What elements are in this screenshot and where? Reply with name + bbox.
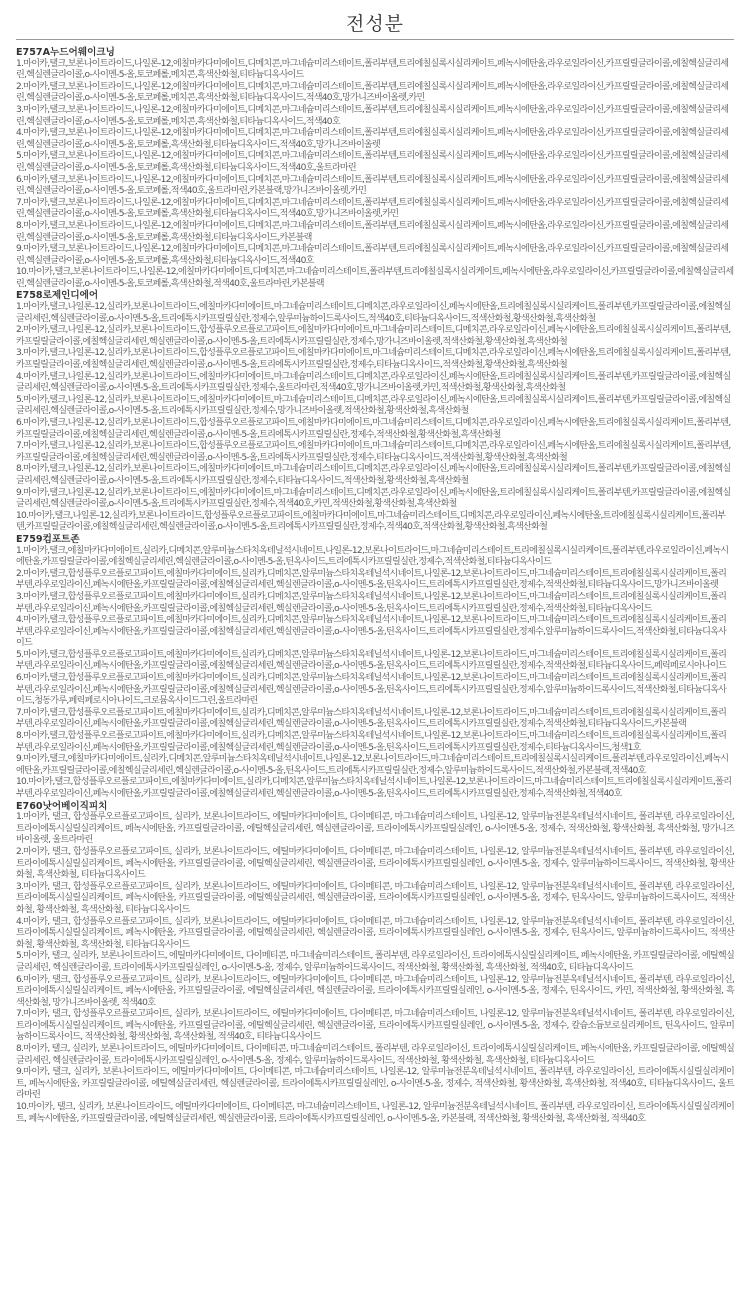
ingredient-list-item: 1.마이카, 탤크, 합성플루오르플로고파이트, 실리카, 보론나이트라이드, 에틸마카다미에이트, 다이메티콘, 마그네슘미리스테이트, 나일론-12, 알루미늄전분옥테닐석시네이트, 폴리부텐, 라우로일라이신, 트라이에톡시실릴실리케이트, 페녹시에탄올, 카프릴릴글라이콜, 에틸헥실글리세린, 헥실렌글라이콜, 트라이에톡시카프릴릴실레인, o-사이멘-5-올, 정제수, 적색산화철, 황색산화철, 흑색산화철, 망가니즈바이올렛, 울트라마린 (16, 812, 734, 846)
title-divider (16, 39, 734, 40)
ingredient-list-item: 3.마이카,탤크,보론나이트라이드,나일론-12,에칠마카다미에이트,디메치콘,마그네슘미리스테이트,폴리부텐,트리에칠실록시실리케이트,페녹시에탄올,라우로일라이신,카프릴릴글라이콜,에칠헥실글리세린,헥실렌글라이콜,o-사이멘-5-올,토코페롤,메치콘,흑색산화철,티타늄디옥사이드,적색40호 (16, 104, 729, 127)
ingredient-list-item: 3.마이카, 탤크, 합성플루오르플로고파이트, 실리카, 보론나이트라이드, 에틸마카다미에이트, 다이메티콘, 마그네슘미리스테이트, 나일론-12, 알루미늄전분옥테닐석시네이트, 폴리부텐, 라우로일라이신, 트라이에톡시실릴실리케이트, 페녹시에탄올, 카프릴릴글라이콜, 에틸헥실글리세린, 헥실렌글라이콜, 트라이에톡시카프릴릴실레인, o-사이멘-5-올, 정제수, 틴옥사이드, 알루미늄하이드록사이드, 적색산화철, 황색산화철, 흑색산화철, 티타늄디옥사이드 (16, 881, 734, 915)
ingredient-list-item: 5.마이카,탤크,합성플루오르플로고파이트,에칠마카다미에이트,실리카,디메치콘,알루미늄스타치옥테닐석시네이트,나일론-12,보론나이트라이드,마그네슘미리스테이트,트리에칠실록시실리케이트,폴리부텐,라우로일라이신,페녹시에탄올,카프릴릴글라이콜,에칠헥실글리세린,헥실렌글라이콜,o-사이멘-5-올,틴옥사이드,트리에톡시카프릴릴실란,정제수,적색산화철,티타늄디옥사이드,페릭페로시아나이드 (16, 649, 727, 672)
ingredient-list-item: 4.마이카,탤크,보론나이트라이드,나일론-12,에칠마카다미에이트,디메치콘,마그네슘미리스테이트,폴리부텐,트리에칠실록시실리케이트,페녹시에탄올,라우로일라이신,카프릴릴글라이콜,에칠헥실글리세린,헥실렌글라이콜,o-사이멘-5-올,토코페롤,흑색산화철,티타늄디옥사이드,적색40호,망가니즈바이올렛 (16, 128, 729, 150)
product-section-e759 (16, 534, 734, 801)
ingredient-list-item: 7.마이카,탤크,나일론-12,실리카,보론나이트라이드,합성플루오르플로고파이트,에칠마카다미에이트,마그네슘미리스테이트,디메치콘,라우로일라이신,페녹시에탄올,트리에칠실록시실리케이트,폴리부텐,카프릴릴글라이콜,에칠헥실글리세린,헥실렌글라이콜,o-사이멘-5-올,트리에톡시카프릴릴실란,정제수,티타늄디옥사이드,적색산화철,황색산화철,흑색산화철 (16, 441, 731, 463)
ingredient-list-item: 9.마이카, 탤크, 실리카, 보론나이트라이드, 에틸마카다미에이트, 다이메티콘, 마그네슘미리스테이트, 나일론-12, 알루미늄전분옥테닐석시네이트, 폴리부텐, 라우로일라이신, 트라이에톡시실릴실리케이트, 페녹시에탄올, 카프릴릴글라이콜, 에틸헥실글리세린, 헥실렌글라이콜, 트라이에톡시카프릴릴실레인, o-사이멘-5-올, 정제수, 적색산화철, 황색산화철, 흑색산화철, 적색40호, 티타늄디옥사이드, 울트라마린 (16, 1067, 734, 1101)
section-title: E759컴포트존 (16, 533, 80, 545)
product-section-e758 (16, 290, 734, 533)
ingredient-list-item: 10.마이카,탤크,나일론-12,실리카,보론나이트라이드,합성플루오르플로고파이트,에칠마카다미에이트,마그네슘미리스테이트,디메치콘,라우로일라이신,페녹시에탄올,트리에칠실록시실리케이트,폴리부텐,카프릴릴글라이콜,에칠헥실글리세린,헥실렌글라이콜,o-사이멘-5-올,트리에톡시카프릴릴실란,정제수,적색40호,적색산화철,황색산화철,흑색산화철 (16, 510, 726, 533)
ingredient-list-item: 5.마이카,탤크,보론나이트라이드,나일론-12,에칠마카다미에이트,디메치콘,마그네슘미리스테이트,폴리부텐,트리에칠실록시실리케이트,페녹시에탄올,라우로일라이신,카프릴릴글라이콜,에칠헥실글리세린,헥실렌글라이콜,o-사이멘-5-올,토코페롤,흑색산화철,티타늄디옥사이드,적색40호,울트라마린 (16, 151, 729, 173)
ingredient-list-item: 6.마이카,탤크,합성플루오르플로고파이트,에칠마카다미에이트,실리카,디메치콘,알루미늄스타치옥테닐석시네이트,나일론-12,보론나이트라이드,마그네슘미리스테이트,트리에칠실록시실리케이트,폴리부텐,라우로일라이신,페녹시에탄올,카프릴릴글라이콜,에칠헥실글리세린,헥실렌글라이콜,o-사이멘-5-올,틴옥사이드,트리에톡시카프릴릴실란,정제수,알루미늄하이드록사이드,적색산화철,티타늄디옥사이드,청동가루,페릭페로시아나이드,크로뮴옥사이드그린,울트라마린 (16, 673, 727, 707)
ingredient-list-item: 10.마이카, 탤크, 실리카, 보론나이트라이드, 에틸마카다미에이트, 다이메티콘, 마그네슘미리스테이트, 나일론-12, 알루미늄전분옥테닐석시네이트, 폴리부텐, 라우로일라이신, 트라이에톡시실릴실리케이트, 페녹시에탄올, 카프릴릴글라이콜, 에틸헥실글리세린, 헥실렌글라이콜, 트라이에톡시카프릴릴실레인, o-사이멘-5-올, 카본블랙, 적색산화철, 황색산화철, 흑색산화철, 적색40호 (16, 1102, 734, 1124)
section-title: E757A누드어웨이크닝 (16, 47, 115, 58)
ingredient-list-item: 4.마이카, 탤크, 합성플루오르플로고파이트, 실리카, 보론나이트라이드, 에틸마카다미에이트, 다이메티콘, 마그네슘미리스테이트, 나일론-12, 알루미늄전분옥테닐석시네이트, 폴리부텐, 라우로일라이신, 트라이에톡시실릴실리케이트, 페녹시에탄올, 카프릴릴글라이콜, 에틸헥실글리세린, 헥실렌글라이콜, 트라이에톡시카프릴릴실레인, o-사이멘-5-올, 정제수, 틴옥사이드, 알루미늄하이드록사이드, 적색산화철, 황색산화철, 흑색산화철, 티타늄디옥사이드 (16, 916, 734, 950)
ingredient-list-item: 8.마이카, 탤크, 실리카, 보론나이트라이드, 에틸마카다미에이트, 다이메티콘, 마그네슘미리스테이트, 폴리부텐, 라우로일라이신, 트라이에톡시실릴실리케이트, 페녹시에탄올, 카프릴릴글라이콜, 에틸헥실글리세린, 헥실렌글라이콜, 트라이에톡시카프릴릴실레인, o-사이멘-5-올, 정제수, 알루미늄하이드록사이드, 적색산화철, 황색산화철, 흑색산화철, 티타늄디옥사이드 (16, 1044, 734, 1066)
ingredient-list-item: 6.마이카, 탤크, 합성플루오르플로고파이트, 실리카, 보론나이트라이드, 에틸마카다미에이트, 다이메티콘, 마그네슘미리스테이트, 나일론-12, 알루미늄전분옥테닐석시네이트, 폴리부텐, 라우로일라이신, 트라이에톡시실릴실리케이트, 페녹시에탄올, 카프릴릴글라이콜, 에틸헥실글리세린, 헥실렌글라이콜, 트라이에톡시카프릴릴실레인, o-사이멘-5-올, 정제수, 틴옥사이드, 카민, 적색산화철, 황색산화철, 흑색산화철, 망가니즈바이올렛, 적색40호 (16, 974, 734, 1008)
product-section-e757 (16, 47, 734, 290)
product-section-e760 (16, 801, 734, 1126)
ingredient-list-item: 1.마이카,탤크,보론나이트라이드,나일론-12,에칠마카다미에이트,디메치콘,마그네슘미리스테이트,폴리부텐,트리에칠실록시실리케이트,페녹시에탄올,라우로일라이신,카프릴릴글라이콜,에칠헥실글리세린,헥실렌글라이콜,o-사이멘-5-올,토코페롤,메치콘,흑색산화철,티타늄디옥사이드 (16, 58, 729, 81)
ingredient-list-item: 3.마이카,탤크,나일론-12,실리카,보론나이트라이드,합성플루오르플로고파이트,에칠마카다미에이트,마그네슘미리스테이트,디메치콘,라우로일라이신,페녹시에탄올,트리에칠실록시실리케이트,폴리부텐,카프릴릴글라이콜,에칠헥실글리세린,헥실렌글라이콜,o-사이멘-5-올,트리에톡시카프릴릴실란,정제수,티타늄디옥사이드,적색산화철,황색산화철,흑색산화철 (16, 348, 731, 371)
ingredient-list-item: 8.마이카,탤크,나일론-12,실리카,보론나이트라이드,에칠마카다미에이트,마그네슘미리스테이트,디메치콘,라우로일라이신,페녹시에탄올,트리에칠실록시실리케이트,폴리부텐,카프릴릴글라이콜,에칠헥실글리세린,헥실렌글라이콜,o-사이멘-5-올,트리에톡시카프릴릴실란,정제수,티타늄디옥사이드,적색산화철,황색산화철,흑색산화철 (16, 464, 731, 486)
page-title: 전성분 (345, 13, 405, 35)
ingredient-list-item: 3.마이카,탤크,합성플루오르플로고파이트,에칠마카다미에이트,실리카,디메치콘,알루미늄스타치옥테닐석시네이트,나일론-12,보론나이트라이드,마그네슘미리스테이트,트리에칠실록시실리케이트,폴리부텐,라우로일라이신,페녹시에탄올,카프릴릴글라이콜,에칠헥실글리세린,헥실렌글라이콜,o-사이멘-5-올,틴옥사이드,트리에톡시카프릴릴실란,정제수,적색산화철,티타늄디옥사이드 (16, 591, 727, 614)
ingredient-list-item: 8.마이카,탤크,보론나이트라이드,나일론-12,에칠마카다미에이트,디메치콘,마그네슘미리스테이트,폴리부텐,트리에칠실록시실리케이트,페녹시에탄올,라우로일라이신,카프릴릴글라이콜,에칠헥실글리세린,헥실렌글라이콜,o-사이멘-5-올,토코페롤,흑색산화철,티타늄디옥사이드,카본블랙 (16, 220, 729, 243)
ingredient-list-item: 6.마이카,탤크,나일론-12,실리카,보론나이트라이드,합성플루오르플로고파이트,에칠마카다미에이트,마그네슘미리스테이트,디메치콘,라우로일라이신,페녹시에탄올,트리에칠실록시실리케이트,폴리부텐,카프릴릴글라이콜,에칠헥실글리세린,헥실렌글라이콜,o-사이멘-5-올,트리에톡시카프릴릴실란,정제수,적색산화철,황색산화철,흑색산화철 (16, 418, 731, 440)
ingredient-list-item: 2.마이카, 탤크, 합성플루오르플로고파이트, 실리카, 보론나이트라이드, 에틸마카다미에이트, 다이메티콘, 마그네슘미리스테이트, 나일론-12, 알루미늄전분옥테닐석시네이트, 폴리부텐, 라우로일라이신, 트라이에톡시실릴실리케이트, 페녹시에탄올, 카프릴릴글라이콜, 에틸헥실글리세린, 헥실렌글라이콜, 트라이에톡시카프릴릴실레인, o-사이멘-5-올, 정제수, 알루미늄하이드록사이드, 적색산화철, 황색산화철, 흑색산화철, 티타늄디옥사이드 (16, 846, 734, 881)
section-title: E760낫어베이직피치 (16, 800, 108, 812)
ingredient-list-item: 9.마이카,탤크,에칠마카다미에이트,실리카,디메치콘,알루미늄스타치옥테닐석시네이트,나일론-12,보론나이트라이드,마그네슘미리스테이트,트리에칠실록시실리케이트,폴리부텐,라우로일라이신,페녹시에탄올,카프릴릴글라이콜,에칠헥실글리세린,헥실렌글라이콜,o-사이멘-5-올,틴옥사이드,트리에톡시카프릴릴실란,정제수,알루미늄하이드록사이드,적색산화철,카본블랙,적색40호 (16, 754, 729, 776)
ingredient-list-item: 4.마이카,탤크,합성플루오르플로고파이트,에칠마카다미에이트,실리카,디메치콘,알루미늄스타치옥테닐석시네이트,나일론-12,보론나이트라이드,마그네슘미리스테이트,트리에칠실록시실리케이트,폴리부텐,라우로일라이신,페녹시에탄올,카프릴릴글라이콜,에칠헥실글리세린,헥실렌글라이콜,o-사이멘-5-올,틴옥사이드,트리에톡시카프릴릴실란,정제수,알루미늄하이드록사이드,적색산화철,티타늄디옥사이드 (16, 615, 727, 649)
ingredient-list-item: 10.마이카,탤크,보론나이트라이드,나일론-12,에칠마카다미에이트,디메치콘,마그네슘미리스테이트,폴리부텐,트리에칠실록시실리케이트,페녹시에탄올,라우로일라이신,카프릴릴글라이콜,에칠헥실글리세린,헥실렌글라이콜,o-사이멘-5-올,토코페롤,흑색산화철,적색40호,울트라마린,카본블랙 (16, 267, 734, 289)
ingredient-list-item: 1.마이카,탤크,에칠마카다미에이트,실리카,디메치콘,알루미늄스타치옥테닐석시네이트,나일론-12,보론나이트라이드,마그네슘미리스테이트,트리에칠실록시실리케이트,폴리부텐,라우로일라이신,페녹시에탄올,카프릴릴글라이콜,에칠헥실글리세린,헥실렌글라이콜,o-사이멘-5-올,틴옥사이드,트리에톡시카프릴릴실란,정제수,적색산화철,티타늄디옥사이드 (16, 545, 729, 568)
ingredient-list-item: 2.마이카,탤크,나일론-12,실리카,보론나이트라이드,합성플루오르플로고파이트,에칠마카다미에이트,마그네슘미리스테이트,디메치콘,라우로일라이신,페녹시에탄올,트리에칠실록시실리케이트,폴리부텐,카프릴릴글라이콜,에칠헥실글리세린,헥실렌글라이콜,o-사이멘-5-올,트리에톡시카프릴릴실란,정제수,망가니즈바이올렛,적색산화철,황색산화철,흑색산화철 (16, 325, 731, 347)
ingredient-list-item: 5.마이카, 탤크, 실리카, 보론나이트라이드, 에틸마카다미에이트, 다이메티콘, 마그네슘미리스테이트, 폴리부텐, 라우로일라이신, 트라이에톡시실릴실리케이트, 페녹시에탄올, 카프릴릴글라이콜, 에틸헥실글리세린, 헥실렌글라이콜, 트라이에톡시카프릴릴실레인, o-사이멘-5-올, 정제수, 알루미늄하이드록사이드, 적색산화철, 황색산화철, 흑색산화철, 적색40호, 티타늄디옥사이드 (16, 951, 734, 973)
ingredient-list-item: 6.마이카,탤크,보론나이트라이드,나일론-12,에칠마카다미에이트,디메치콘,마그네슘미리스테이트,폴리부텐,트리에칠실록시실리케이트,페녹시에탄올,라우로일라이신,카프릴릴글라이콜,에칠헥실글리세린,헥실렌글라이콜,o-사이멘-5-올,토코페롤,적색40호,울트라마린,카본블랙,망가니즈바이올렛,카민 (16, 174, 729, 197)
ingredient-list-item: 2.마이카,탤크,합성플루오르플로고파이트,에칠마카다미에이트,실리카,디메치콘,알루미늄스타치옥테닐석시네이트,나일론-12,보론나이트라이드,마그네슘미리스테이트,트리에칠실록시실리케이트,폴리부텐,라우로일라이신,페녹시에탄올,카프릴릴글라이콜,에칠헥실글리세린,헥실렌글라이콜,o-사이멘-5-올,틴옥사이드,트리에톡시카프릴릴실란,정제수,적색산화철,티타늄디옥사이드,망가니즈바이올렛 (16, 568, 727, 591)
ingredient-list-item: 7.마이카, 탤크, 합성플루오르플로고파이트, 실리카, 보론나이트라이드, 에틸마카다미에이트, 다이메티콘, 마그네슘미리스테이트, 나일론-12, 알루미늄전분옥테닐석시네이트, 폴리부텐, 라우로일라이신, 트라이에톡시실릴실리케이트, 페녹시에탄올, 카프릴릴글라이콜, 에틸헥실글리세린, 헥실렌글라이콜, 트라이에톡시카프릴릴실레인, o-사이멘-5-올, 정제수, 칼슘소듐보로실리케이트, 틴옥사이드, 알루미늄하이드록사이드, 적색산화철, 황색산화철, 흑색산화철, 적색40호, 티타늄디옥사이드 (16, 1009, 734, 1043)
section-title: E758로제인디에어 (16, 290, 99, 302)
ingredient-list-item: 8.마이카,탤크,합성플루오르플로고파이트,에칠마카다미에이트,실리카,디메치콘,알루미늄스타치옥테닐석시네이트,나일론-12,보론나이트라이드,마그네슘미리스테이트,트리에칠실록시실리케이트,폴리부텐,라우로일라이신,페녹시에탄올,카프릴릴글라이콜,에칠헥실글리세린,헥실렌글라이콜,o-사이멘-5-올,틴옥사이드,트리에톡시카프릴릴실란,정제수,티타늄디옥사이드,청색1호 (16, 731, 727, 753)
ingredient-list-item: 9.마이카,탤크,나일론-12,실리카,보론나이트라이드,에칠마카다미에이트,마그네슘미리스테이트,디메치콘,라우로일라이신,페녹시에탄올,트리에칠실록시실리케이트,폴리부텐,카프릴릴글라이콜,에칠헥실글리세린,헥실렌글라이콜,o-사이멘-5-올,트리에톡시카프릴릴실란,정제수,적색40호,카민,적색산화철,황색산화철,흑색산화철 (16, 487, 731, 510)
ingredient-list-item: 7.마이카,탤크,합성플루오르플로고파이트,에칠마카다미에이트,실리카,디메치콘,알루미늄스타치옥테닐석시네이트,나일론-12,보론나이트라이드,마그네슘미리스테이트,트리에칠실록시실리케이트,폴리부텐,라우로일라이신,페녹시에탄올,카프릴릴글라이콜,에칠헥실글리세린,헥실렌글라이콜,o-사이멘-5-올,틴옥사이드,트리에톡시카프릴릴실란,정제수,적색산화철,티타늄디옥사이드,카본블랙 (16, 707, 727, 730)
ingredient-list-item: 9.마이카,탤크,보론나이트라이드,나일론-12,에칠마카다미에이트,디메치콘,마그네슘미리스테이트,폴리부텐,트리에칠실록시실리케이트,페녹시에탄올,라우로일라이신,카프릴릴글라이콜,에칠헥실글리세린,헥실렌글라이콜,o-사이멘-5-올,토코페롤,흑색산화철,티타늄디옥사이드,적색40호 (16, 244, 729, 266)
ingredient-list-item: 7.마이카,탤크,보론나이트라이드,나일론-12,에칠마카다미에이트,디메치콘,마그네슘미리스테이트,폴리부텐,트리에칠실록시실리케이트,페녹시에탄올,라우로일라이신,카프릴릴글라이콜,에칠헥실글리세린,헥실렌글라이콜,o-사이멘-5-올,토코페롤,흑색산화철,티타늄디옥사이드,적색40호,망가니즈바이올렛,카민 (16, 197, 729, 220)
ingredient-list-item: 10.마이카,탤크,합성플루오르플로고파이트,에칠마카다미에이트,실리카,디메치콘,알루미늄스타치옥테닐석시네이트,나일론-12,보론나이트라이드,마그네슘미리스테이트,트리에칠실록시실리케이트,폴리부텐,라우로일라이신,페녹시에탄올,카프릴릴글라이콜,에칠헥실글리세린,헥실렌글라이콜,o-사이멘-5-올,틴옥사이드,트리에톡시카프릴릴실란,정제수,적색산화철,적색40호 (16, 777, 732, 799)
ingredient-list-item: 2.마이카,탤크,보론나이트라이드,나일론-12,에칠마카다미에이트,디메치콘,마그네슘미리스테이트,폴리부텐,트리에칠실록시실리케이트,페녹시에탄올,라우로일라이신,카프릴릴글라이콜,에칠헥실글리세린,헥실렌글라이콜,o-사이멘-5-올,토코페롤,메치콘,흑색산화철,티타늄디옥사이드,적색40호,망가니즈바이올렛,카민 (16, 81, 729, 104)
ingredient-list-item: 5.마이카,탤크,나일론-12,실리카,보론나이트라이드,에칠마카다미에이트,마그네슘미리스테이트,디메치콘,라우로일라이신,페녹시에탄올,트리에칠실록시실리케이트,폴리부텐,카프릴릴글라이콜,에칠헥실글리세린,헥실렌글라이콜,o-사이멘-5-올,트리에톡시카프릴릴실란,정제수,망가니즈바이올렛,적색산화철,황색산화철,흑색산화철 (16, 394, 731, 417)
ingredient-list-item: 1.마이카,탤크,나일론-12,실리카,보론나이트라이드,에칠마카다미에이트,마그네슘미리스테이트,디메치콘,라우로일라이신,페녹시에탄올,트리에칠실록시실리케이트,폴리부텐,카프릴릴글라이콜,에칠헥실글리세린,헥실렌글라이콜,o-사이멘-5-올,트리에톡시카프릴릴실란,정제수,알루미늄하이드록사이드,적색40호,티타늄디옥사이드,적색산화철,황색산화철,흑색산화철 (16, 302, 731, 324)
ingredient-list-item: 4.마이카,탤크,나일론-12,실리카,보론나이트라이드,에칠마카다미에이트,마그네슘미리스테이트,디메치콘,라우로일라이신,페녹시에탄올,트리에칠실록시실리케이트,폴리부텐,카프릴릴글라이콜,에칠헥실글리세린,헥실렌글라이콜,o-사이멘-5-올,트리에톡시카프릴릴실란,정제수,울트라마린,적색40호,망가니즈바이올렛,카민,적색산화철,황색산화철,흑색산화철 (16, 371, 731, 394)
